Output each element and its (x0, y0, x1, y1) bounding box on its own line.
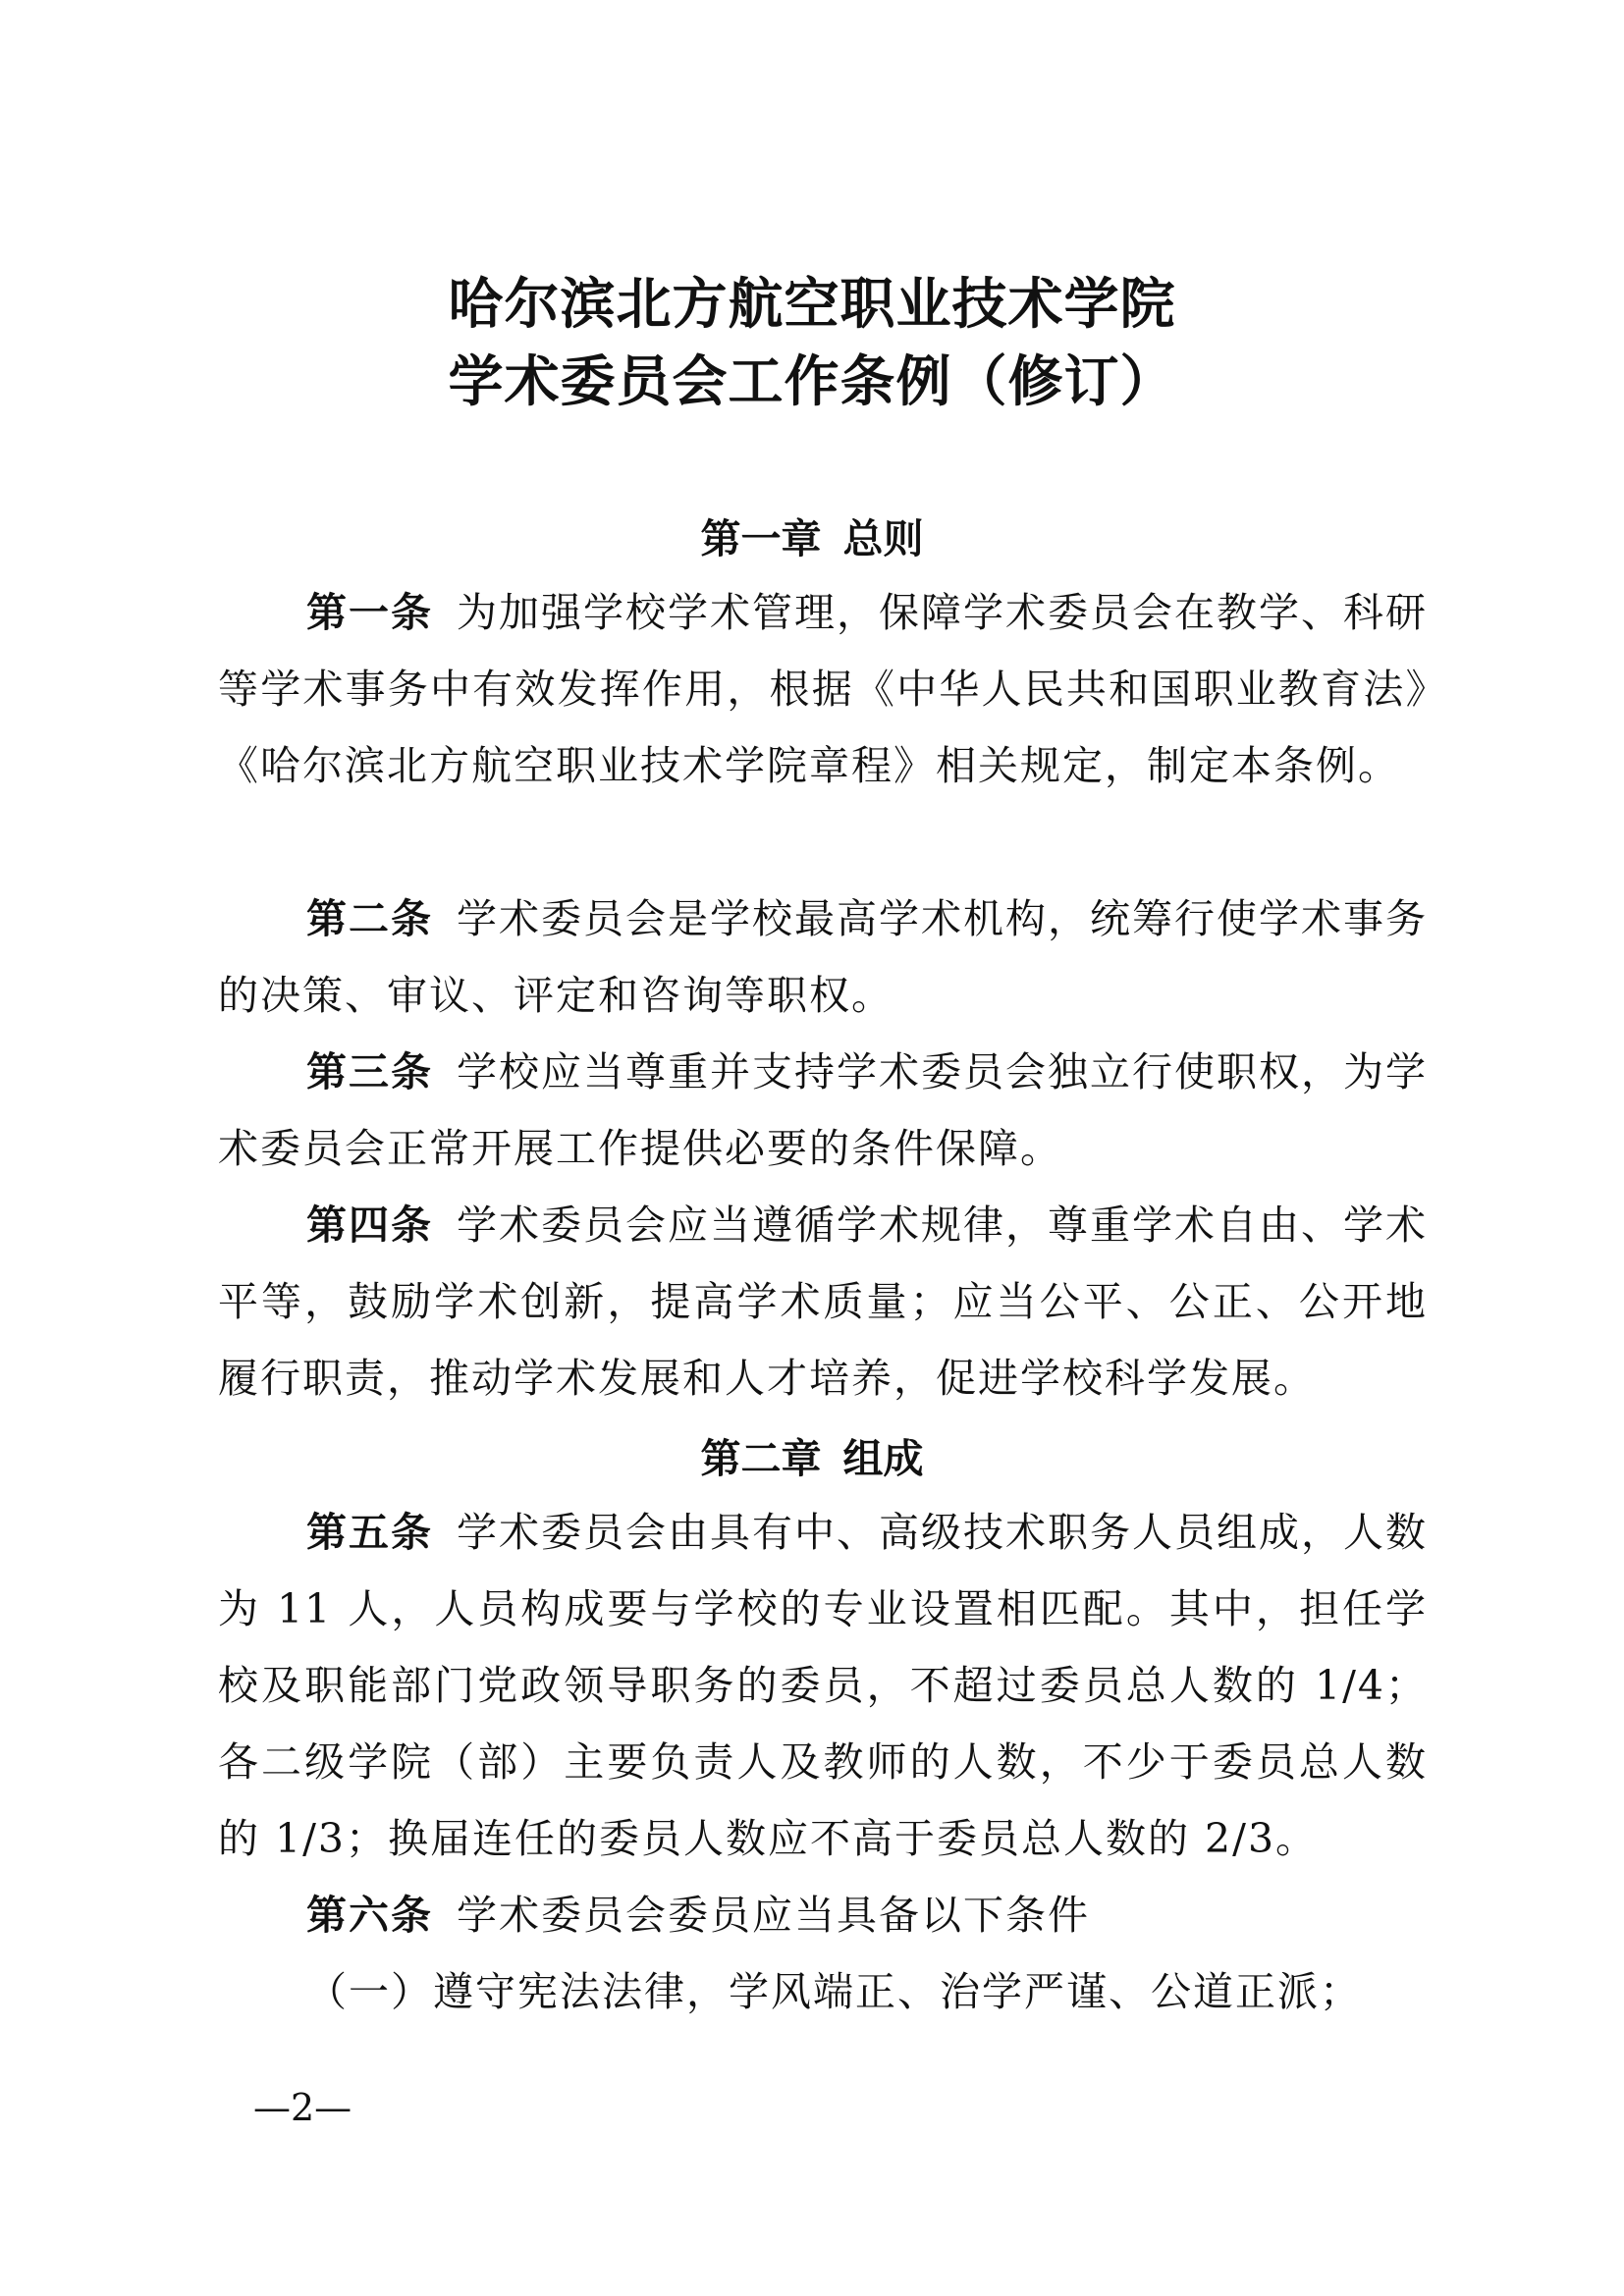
page-number: —2— (253, 2086, 352, 2129)
article-label: 第四条 (306, 1201, 433, 1249)
article-text: 学术委员会委员应当具备以下条件 (457, 1892, 1090, 1939)
article-label: 第三条 (306, 1048, 433, 1095)
article-paragraph (218, 1494, 1428, 1877)
article-paragraph (218, 574, 1428, 804)
article-label: 第六条 (306, 1892, 433, 1939)
article-text: 学术委员会应当遵循学术规律，尊重学术自由、学术平等，鼓励学术创新，提高学术质量；应当公平、公正、公开地履行职责，推动学术发展和人才培养，促进学校科学发展。 (218, 1201, 1428, 1402)
chapter-number: 第二章 (700, 1435, 822, 1482)
chapter-name: 组成 (842, 1435, 924, 1482)
article-label: 第五条 (306, 1509, 433, 1556)
article-paragraph (218, 881, 1428, 1034)
list-item: （一）遵守宪法法律，学风端正、治学严谨、公道正派； (306, 1968, 1362, 2015)
article-paragraph (218, 1034, 1428, 1187)
article-paragraph (218, 1187, 1428, 1416)
document-title-line-2: 学术委员会工作条例（修订） (448, 350, 1176, 414)
document-title-line-1: 哈尔滨北方航空职业技术学院 (448, 273, 1176, 337)
chapter-number: 第一章 (700, 515, 822, 562)
chapter-heading-1 (0, 509, 1624, 568)
article-text: 学术委员会是学校最高学术机构，统筹行使学术事务的决策、审议、评定和咨询等职权。 (218, 895, 1428, 1019)
chapter-name: 总则 (842, 515, 924, 562)
chapter-heading-2 (0, 1429, 1624, 1488)
article-text: 为加强学校学术管理，保障学术委员会在教学、科研等学术事务中有效发挥作用，根据《中华人民共和国职业教育法》《哈尔滨北方航空职业技术学院章程》相关规定，制定本条例。 (218, 589, 1428, 789)
article-text: 学校应当尊重并支持学术委员会独立行使职权，为学术委员会正常开展工作提供必要的条件保障。 (218, 1048, 1428, 1172)
article-label: 第一条 (306, 589, 433, 636)
article-text: 学术委员会由具有中、高级技术职务人员组成，人数为 11 人，人员构成要与学校的专业设置相匹配。其中，担任学校及职能部门党政领导职务的委员，不超过委员总人数的 1/4；各二级学院（部）主要负责人及教师的人数，不少于委员总人数的 1/3；换届连任的委员人数应不高于委员总人数的 2/3。 (218, 1509, 1428, 1862)
article-label: 第二条 (306, 895, 433, 942)
article-paragraph (218, 1877, 1428, 1953)
